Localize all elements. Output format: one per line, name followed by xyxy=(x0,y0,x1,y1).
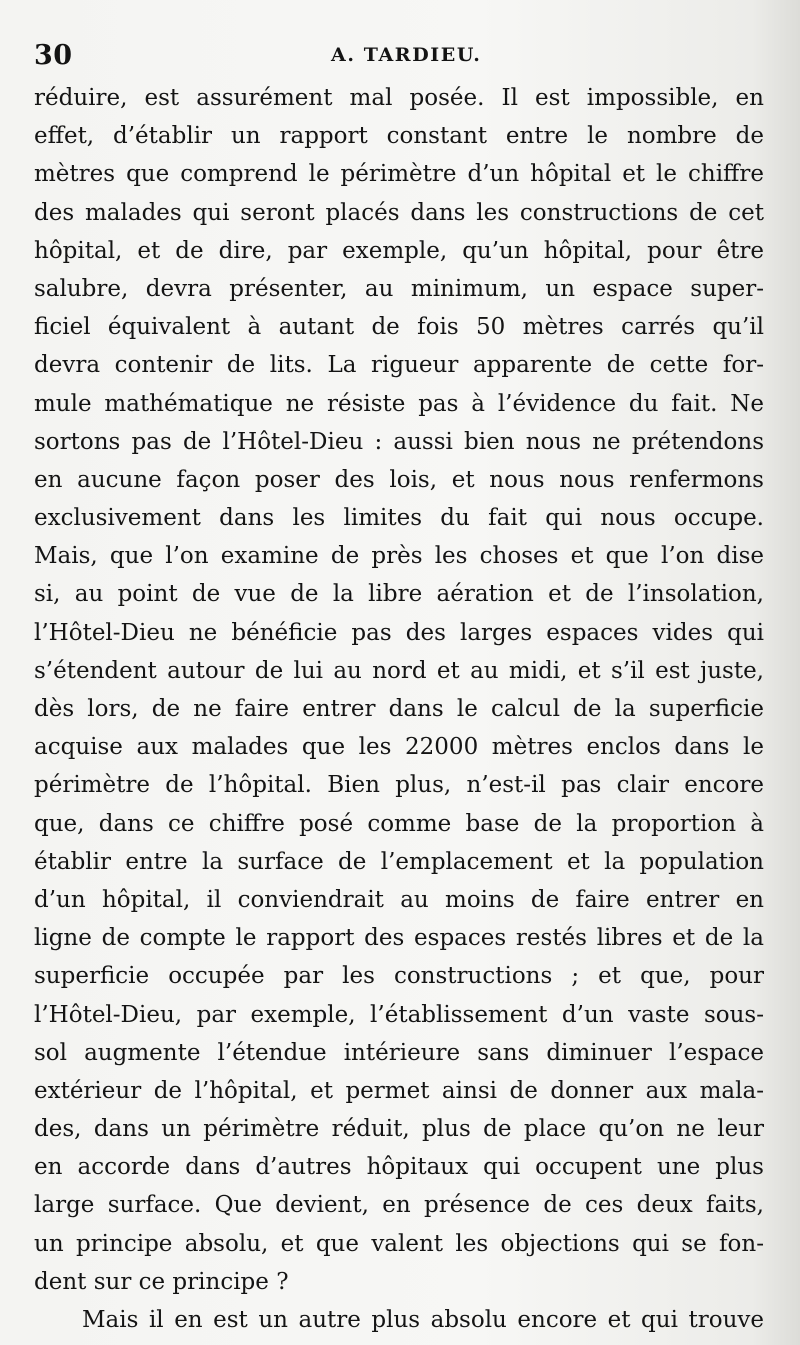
text-line: périmètre de l’hôpital. Bien plus, n’est-il pas clair encore xyxy=(34,772,764,799)
text-line: un principe absolu, et que valent les objections qui se fon- xyxy=(34,1230,764,1257)
text-line: exclusivement dans les limites du fait qui nous occupe. xyxy=(34,505,764,532)
text-line: si, au point de vue de la libre aération et de l’insolation, xyxy=(34,581,764,608)
text-line: sortons pas de l’Hôtel-Dieu : aussi bien nous ne prétendons xyxy=(34,428,764,455)
text-line: acquise aux malades que les 22000 mètres enclos dans le xyxy=(34,734,764,761)
text-line: superficie occupée par les constructions ; et que, pour xyxy=(34,963,764,990)
text-line: salubre, devra présenter, au minimum, un espace super- xyxy=(34,275,764,302)
text-line: en aucune façon poser des lois, et nous nous renfermons xyxy=(34,466,764,493)
running-head: A. TARDIEU. xyxy=(331,44,482,66)
text-line: d’un hôpital, il conviendrait au moins de faire entrer en xyxy=(34,886,764,913)
body-text xyxy=(34,79,764,1339)
text-line: réduire, est assurément mal posée. Il est impossible, en xyxy=(34,85,764,111)
paragraph-end-line: dent sur ce principe ? xyxy=(34,1268,289,1295)
text-line: ligne de compte le rapport des espaces restés libres et de la xyxy=(34,925,764,952)
text-line: des malades qui seront placés dans les constructions de cet xyxy=(34,199,764,226)
text-line: des, dans un périmètre réduit, plus de place qu’on ne leur xyxy=(34,1116,764,1143)
text-line: mètres que comprend le périmètre d’un hôpital et le chiffre xyxy=(34,161,764,188)
paragraph-start-line: Mais il en est un autre plus absolu encore et qui trouve xyxy=(82,1307,764,1333)
page-number: 30 xyxy=(34,40,73,71)
text-line: sol augmente l’étendue intérieure sans diminuer l’espace xyxy=(34,1039,764,1066)
text-line: l’Hôtel-Dieu, par exemple, l’établissement d’un vaste sous- xyxy=(34,1001,764,1028)
text-line: effet, d’établir un rapport constant entre le nombre de xyxy=(34,123,764,150)
text-line: établir entre la surface de l’emplacement et la population xyxy=(34,848,764,875)
text-line: hôpital, et de dire, par exemple, qu’un hôpital, pour être xyxy=(34,237,764,264)
page-header xyxy=(34,40,766,76)
text-line: dès lors, de ne faire entrer dans le calcul de la superficie xyxy=(34,696,764,722)
text-line: large surface. Que devient, en présence de ces deux faits, xyxy=(34,1192,764,1219)
text-line: s’étendent autour de lui au nord et au midi, et s’il est juste, xyxy=(34,657,764,684)
text-line: Mais, que l’on examine de près les choses et que l’on dise xyxy=(34,543,764,570)
text-line: l’Hôtel-Dieu ne bénéficie pas des larges espaces vides qui xyxy=(34,619,764,646)
text-line: que, dans ce chiffre posé comme base de la proportion à xyxy=(34,810,764,837)
text-line: devra contenir de lits. La rigueur apparente de cette for- xyxy=(34,352,764,379)
text-line: extérieur de l’hôpital, et permet ainsi de donner aux mala- xyxy=(34,1077,764,1104)
text-line: mule mathématique ne résiste pas à l’évidence du fait. Ne xyxy=(34,390,764,417)
text-line: en accorde dans d’autres hôpitaux qui occupent une plus xyxy=(34,1154,764,1181)
text-line: ficiel équivalent à autant de fois 50 mètres carrés qu’il xyxy=(34,314,764,341)
